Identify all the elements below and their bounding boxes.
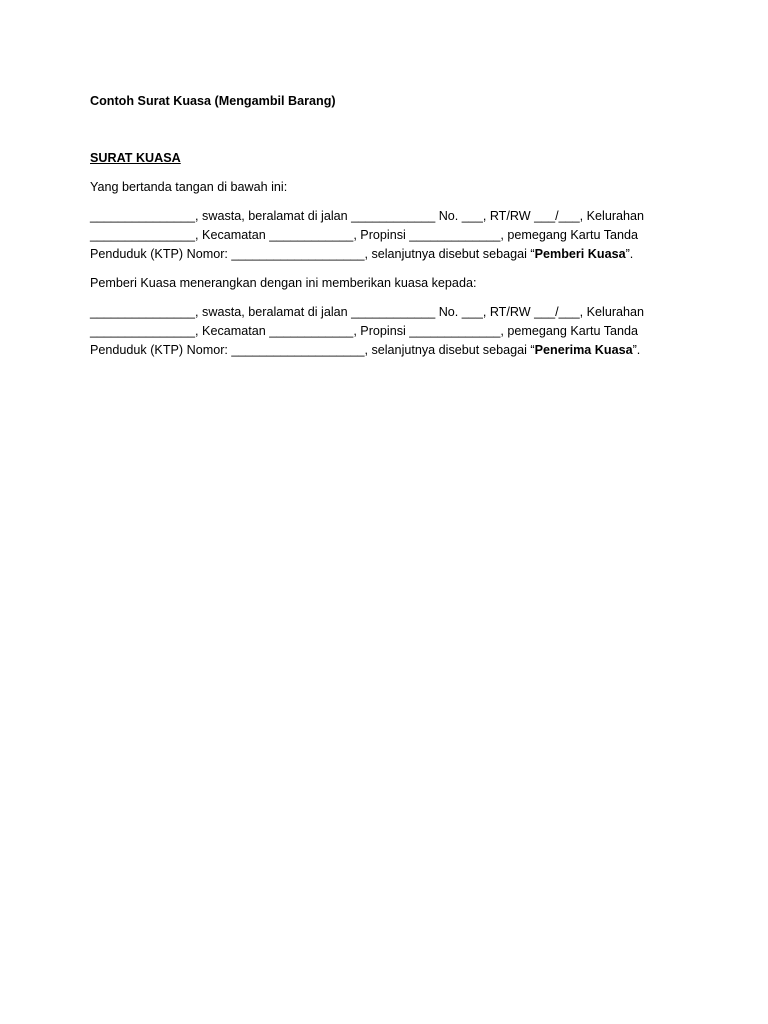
grantee-details	[90, 303, 650, 360]
grantee-role: Penerima Kuasa	[534, 343, 633, 357]
grantor-line-3-prefix: Penduduk (KTP) Nomor: ___________________, selanjutnya disebut sebagai “	[90, 247, 535, 261]
letter-heading: SURAT KUASA	[90, 151, 181, 165]
grantee-line-3-suffix: ”.	[632, 343, 641, 357]
document-body	[90, 92, 650, 360]
intro-text: Yang bertanda tangan di bawah ini:	[90, 180, 288, 194]
grantor-line-1: _______________, swasta, beralamat di jalan ____________ No. ___, RT/RW ___/___, Kelurahan	[90, 209, 645, 223]
grantee-line-2: _______________, Kecamatan ____________, Propinsi _____________, pemegang Kartu Tanda	[90, 324, 639, 338]
grantee-line-3-prefix: Penduduk (KTP) Nomor: ___________________, selanjutnya disebut sebagai “	[90, 343, 535, 357]
grantor-line-3	[90, 245, 650, 264]
grantor-line-2: _______________, Kecamatan ____________, Propinsi _____________, pemegang Kartu Tanda	[90, 228, 639, 242]
statement-text: Pemberi Kuasa menerangkan dengan ini memberikan kuasa kepada:	[90, 276, 477, 290]
grantee-line-1: _______________, swasta, beralamat di jalan ____________ No. ___, RT/RW ___/___, Kelurahan	[90, 305, 645, 319]
grantor-role: Pemberi Kuasa	[534, 247, 626, 261]
document-title: Contoh Surat Kuasa (Mengambil Barang)	[90, 94, 336, 108]
grantee-line-3	[90, 341, 650, 360]
grantor-details	[90, 207, 650, 264]
grantor-line-3-suffix: ”.	[625, 247, 634, 261]
